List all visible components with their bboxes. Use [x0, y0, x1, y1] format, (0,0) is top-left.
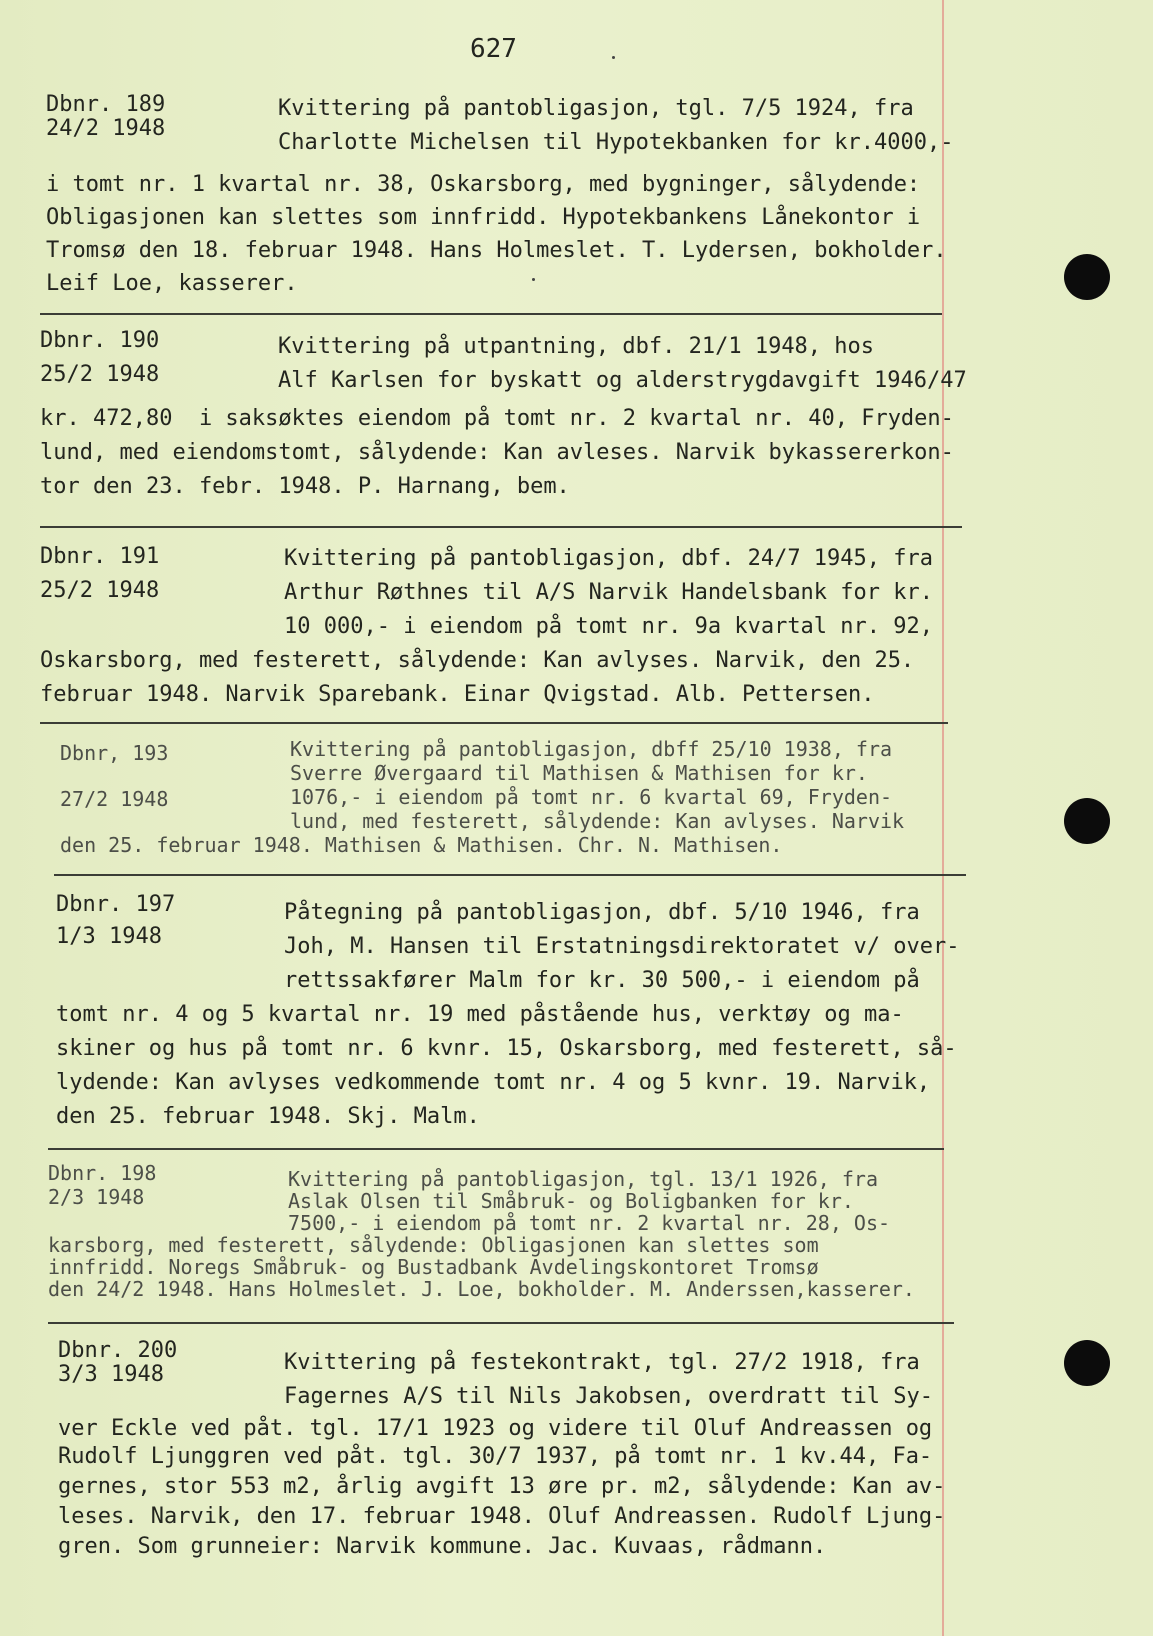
entry-line: i tomt nr. 1 kvartal nr. 38, Oskarsborg, med bygninger, sålydende:: [46, 172, 921, 197]
entry-separator: [40, 722, 948, 724]
entry-dbnr: Dbnr. 190: [40, 328, 160, 353]
entry-separator: [40, 526, 962, 528]
page-number: 627: [470, 34, 517, 64]
entry-line: Kvittering på pantobligasjon, dbf. 24/7 1945, fra: [284, 546, 934, 571]
entry-dbnr: Dbnr. 197: [56, 892, 176, 917]
entry-line: den 25. februar 1948. Mathisen & Mathisen. Chr. N. Mathisen.: [60, 833, 783, 857]
entry-line: lydende: Kan avlyses vedkommende tomt nr. 4 og 5 kvnr. 19. Narvik,: [56, 1070, 931, 1095]
entry-date: 1/3 1948: [56, 924, 162, 949]
entry-dbnr: Dbnr. 200: [58, 1338, 178, 1363]
entry-date: 27/2 1948: [60, 787, 169, 811]
entry-line: 7500,- i eiendom på tomt nr. 2 kvartal nr. 28, Os-: [288, 1211, 891, 1235]
entry-line: leses. Narvik, den 17. februar 1948. Oluf Andreassen. Rudolf Ljung-: [58, 1504, 946, 1529]
entry-date: 25/2 1948: [40, 578, 160, 603]
entry-dbnr: Dbnr. 189: [46, 92, 166, 117]
entry-separator: [48, 1322, 954, 1324]
entry-line: Charlotte Michelsen til Hypotekbanken for kr.4000,-: [278, 130, 954, 155]
entry-line: den 24/2 1948. Hans Holmeslet. J. Loe, bokholder. M. Anderssen,kasserer.: [48, 1277, 915, 1301]
entry-line: innfridd. Noregs Småbruk- og Bustadbank Avdelingskontoret Tromsø: [48, 1255, 819, 1279]
entry-line: ver Eckle ved påt. tgl. 17/1 1923 og videre til Oluf Andreassen og: [58, 1416, 933, 1441]
entry-line: Tromsø den 18. februar 1948. Hans Holmeslet. T. Lydersen, bokholder.: [46, 238, 947, 263]
entry-line: lund, med eiendomstomt, sålydende: Kan avleses. Narvik bykassererkon-: [40, 440, 954, 465]
punch-hole-icon: [1064, 798, 1110, 844]
entry-dbnr: Dbnr, 193: [60, 741, 169, 765]
ink-dot: [612, 56, 615, 59]
entry-line: Kvittering på pantobligasjon, tgl. 7/5 1924, fra: [278, 96, 914, 121]
entry-line: 10 000,- i eiendom på tomt nr. 9a kvartal nr. 92,: [284, 614, 934, 639]
entry-line: karsborg, med festerett, sålydende: Obligasjonen kan slettes som: [48, 1233, 819, 1257]
entry-line: 1076,- i eiendom på tomt nr. 6 kvartal 69, Fryden-: [290, 785, 893, 809]
entry-date: 3/3 1948: [58, 1362, 164, 1387]
entry-dbnr: Dbnr. 198: [48, 1161, 157, 1185]
entry-line: tor den 23. febr. 1948. P. Harnang, bem.: [40, 474, 570, 499]
punch-hole-icon: [1064, 1340, 1110, 1386]
entry-line: Påtegning på pantobligasjon, dbf. 5/10 1946, fra: [284, 900, 920, 925]
entry-line: Obligasjonen kan slettes som innfridd. Hypotekbankens Lånekontor i: [46, 205, 921, 230]
entry-date: 25/2 1948: [40, 362, 160, 387]
entry-line: gren. Som grunneier: Narvik kommune. Jac. Kuvaas, rådmann.: [58, 1534, 827, 1559]
entry-line: gernes, stor 553 m2, årlig avgift 13 øre pr. m2, sålydende: Kan av-: [58, 1474, 946, 1499]
entry-line: Leif Loe, kasserer.: [46, 271, 298, 296]
entry-line: Arthur Røthnes til A/S Narvik Handelsbank for kr.: [284, 580, 934, 605]
entry-separator: [40, 313, 942, 315]
entry-line: tomt nr. 4 og 5 kvartal nr. 19 med påstående hus, verktøy og ma-: [56, 1002, 904, 1027]
entry-line: kr. 472,80 i saksøktes eiendom på tomt nr. 2 kvartal nr. 40, Fryden-: [40, 406, 954, 431]
entry-line: den 25. februar 1948. Skj. Malm.: [56, 1104, 480, 1129]
punch-hole-icon: [1064, 254, 1110, 300]
entry-line: Fagernes A/S til Nils Jakobsen, overdratt til Sy-: [284, 1384, 934, 1409]
entry-line: Kvittering på utpantning, dbf. 21/1 1948, hos: [278, 334, 875, 359]
entry-line: rettssakfører Malm for kr. 30 500,- i eiendom på: [284, 968, 920, 993]
entry-line: Alf Karlsen for byskatt og alderstrygdavgift 1946/47: [278, 368, 967, 393]
entry-line: Rudolf Ljunggren ved påt. tgl. 30/7 1937, på tomt nr. 1 kv.44, Fa-: [58, 1444, 933, 1469]
entry-line: Kvittering på festekontrakt, tgl. 27/2 1918, fra: [284, 1350, 920, 1375]
entry-line: Kvittering på pantobligasjon, dbff 25/10 1938, fra: [290, 737, 893, 761]
entry-date: 2/3 1948: [48, 1185, 145, 1209]
entry-separator: [48, 1148, 944, 1150]
entry-line: februar 1948. Narvik Sparebank. Einar Qvigstad. Alb. Pettersen.: [40, 682, 875, 707]
entry-line: Aslak Olsen til Småbruk- og Boligbanken for kr.: [288, 1189, 854, 1213]
entry-separator: [54, 874, 966, 876]
entry-line: Oskarsborg, med festerett, sålydende: Kan avlyses. Narvik, den 25.: [40, 648, 915, 673]
entry-line: Sverre Øvergaard til Mathisen & Mathisen for kr.: [290, 761, 868, 785]
entry-line: Kvittering på pantobligasjon, tgl. 13/1 1926, fra: [288, 1167, 879, 1191]
entry-dbnr: Dbnr. 191: [40, 544, 160, 569]
entry-line: skiner og hus på tomt nr. 6 kvnr. 15, Oskarsborg, med festerett, så-: [56, 1036, 957, 1061]
entry-line: lund, med festerett, sålydende: Kan avlyses. Narvik: [290, 809, 905, 833]
entry-date: 24/2 1948: [46, 116, 166, 141]
entry-line: Joh, M. Hansen til Erstatningsdirektoratet v/ over-: [284, 934, 960, 959]
ink-dot: [532, 278, 535, 281]
